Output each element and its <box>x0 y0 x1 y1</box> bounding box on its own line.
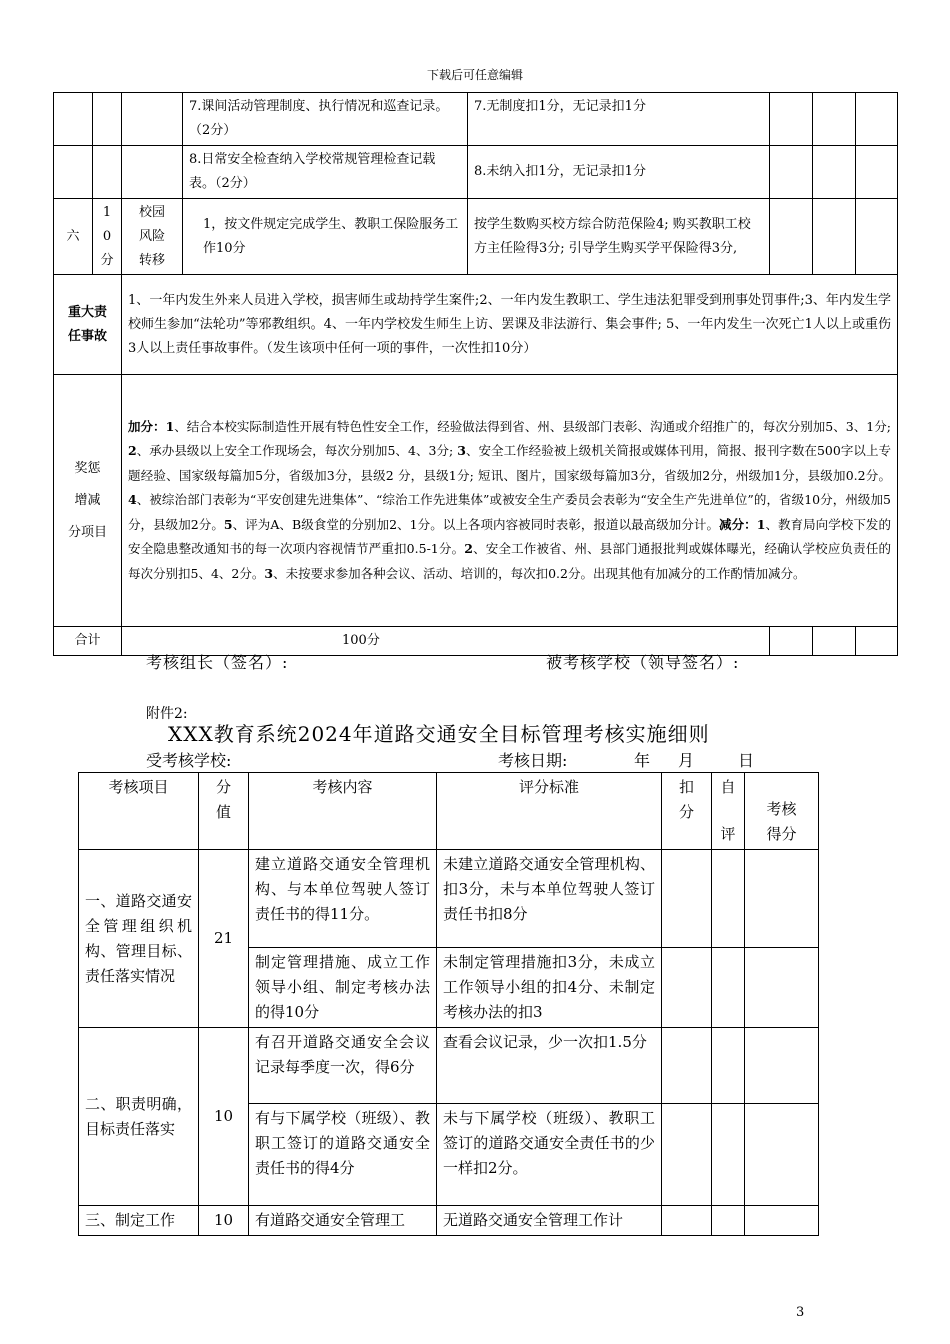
blank-cell <box>856 627 898 656</box>
row7-content: 7.课间活动管理制度、执行情况和巡查记录。（2分） <box>183 93 468 146</box>
row3-score: 10 <box>199 1206 249 1236</box>
blank-cell <box>662 1028 712 1104</box>
bonus-text <box>122 375 898 627</box>
header-result-2: 得分 <box>766 825 797 843</box>
blank-cell <box>662 1104 712 1206</box>
add-3: 、安全工作经验被上级机关简报或媒体刊用，简报、报刊字数在500字以上专题经验、国家级每篇加5分，省级加3分，县级2 分，县级1分; 短讯、图片，国家级每篇加3分，省级加2分，州级加1分，县级加0.2分。 <box>128 443 891 483</box>
row1-content-b: 制定管理措施、成立工作领导小组、制定考核办法的得10分 <box>249 948 437 1028</box>
section6-score-2: 0 <box>102 228 112 244</box>
blank-cell <box>712 948 745 1028</box>
row2-standard-a: 查看会议记录，少一次扣1.5分 <box>437 1028 662 1104</box>
blank-cell <box>770 627 813 656</box>
blank-cell <box>745 850 819 948</box>
blank-cell <box>856 146 898 199</box>
add-2: 、承办县级以上安全工作现场会，每次分别加5、4、3分; <box>136 443 454 459</box>
sub-1: 、教育局向学校下发的安全隐患整改通知书的每一次项内容视情节严重扣0.5-1分。 <box>128 516 891 557</box>
blank-cell <box>122 93 183 146</box>
blank-cell <box>745 1206 819 1236</box>
row2-content-b: 有与下属学校（班级）、教职工签订的道路交通安全责任书的得4分 <box>249 1104 437 1206</box>
date-month: 月 <box>678 751 695 770</box>
row8-standard: 8.未纳入扣1分，无记录扣1分 <box>468 146 770 199</box>
add-1-num: 1 <box>165 418 175 434</box>
road-safety-assessment-table <box>78 772 819 1236</box>
add-4-num: 4 <box>128 492 137 508</box>
major-accident-text: 1、一年内发生外来人员进入学校，损害师生或劫持学生案件;2、一年内发生教职工、学生违法犯罪受到刑事处罚事件;3、年内发生学校师生参加“法轮功”等邪教组织。4、一年内学校发生师生上访、罢课及非法游行、集会事件; 5、一年内发生一次死亡1人以上或重伤3人以上责任事故事件。（发生该项中任何一项的事件，一次性扣10分） <box>122 275 898 375</box>
bonus-label <box>54 375 122 627</box>
blank-cell <box>770 199 813 275</box>
row3-item: 三、制定工作 <box>79 1206 199 1236</box>
sub-1-num: 1 <box>756 516 766 532</box>
section6-item-2: 风险 <box>138 228 165 244</box>
add-1: 、结合本校实际制造性开展有特色性安全工作，经验做法得到省、州、县级部门表彰、沟通或介绍推广的，每次分别加5、3、1分; <box>174 418 891 434</box>
blank-cell <box>856 199 898 275</box>
section6-number: 六 <box>54 199 93 275</box>
blank-cell <box>662 850 712 948</box>
bonus-label-1: 奖惩 <box>74 460 101 476</box>
header-score-1: 分 <box>215 778 231 796</box>
major-accident-label-1: 重大责 <box>67 304 107 320</box>
header-standard: 评分标准 <box>437 773 662 850</box>
row1-standard-b: 未制定管理措施扣3分，未成立工作领导小组的扣4分、未制定考核办法的扣3 <box>437 948 662 1028</box>
row7-standard: 7.无制度扣1分，无记录扣1分 <box>468 93 770 146</box>
header-deduct-2: 分 <box>678 803 694 821</box>
blank-cell <box>93 146 122 199</box>
total-value: 100分 <box>122 627 770 656</box>
header-self-1: 自 <box>720 778 736 796</box>
header-note: 下载后可任意编辑 <box>426 68 523 82</box>
blank-cell <box>662 1206 712 1236</box>
sub-3-num: 3 <box>264 565 274 581</box>
section6-score <box>93 199 122 275</box>
blank-cell <box>745 948 819 1028</box>
blank-cell <box>813 199 856 275</box>
date-label: 考核日期: <box>498 751 568 770</box>
add-title: 加分： <box>128 418 166 434</box>
blank-cell <box>122 146 183 199</box>
major-accident-label <box>54 275 122 375</box>
section6-content: 1，按文件规定完成学生、教职工保险服务工作10分 <box>183 199 468 275</box>
sub-2-num: 2 <box>464 541 473 557</box>
row1-item: 一、道路交通安全管理组织机构、管理目标、责任落实情况 <box>79 850 199 1028</box>
blank-cell <box>770 93 813 146</box>
blank-cell <box>813 627 856 656</box>
blank-cell <box>712 1104 745 1206</box>
section6-item <box>122 199 183 275</box>
blank-cell <box>856 93 898 146</box>
school-signature: 被考核学校（领导签名）: <box>546 653 740 672</box>
blank-cell <box>54 146 93 199</box>
sub-title: 减分： <box>719 516 757 532</box>
row3-standard-a: 无道路交通安全管理工作计 <box>437 1206 662 1236</box>
header-content: 考核内容 <box>249 773 437 850</box>
page-title: XXX教育系统2024年道路交通安全目标管理考核实施细则 <box>168 722 710 746</box>
attachment-label: 附件2: <box>146 706 188 722</box>
blank-cell <box>662 948 712 1028</box>
add-2-num: 2 <box>128 443 137 459</box>
row1-content-a: 建立道路交通安全管理机构、与本单位驾驶人签订责任书的得11分。 <box>249 850 437 948</box>
bonus-label-3: 分项目 <box>67 524 107 540</box>
header-score-2: 值 <box>215 803 231 821</box>
blank-cell <box>93 93 122 146</box>
header-result-1: 考核 <box>766 800 797 818</box>
date-day: 日 <box>738 751 755 770</box>
row1-standard-a: 未建立道路交通安全管理机构、扣3分，未与本单位驾驶人签订责任书扣8分 <box>437 850 662 948</box>
header-self-2: 评 <box>720 825 736 843</box>
section6-standard: 按学生数购买校方综合防范保险4; 购买教职工校方主任险得3分; 引导学生购买学平保险得3分, <box>468 199 770 275</box>
blank-cell <box>745 1028 819 1104</box>
date-year: 年 <box>634 751 651 770</box>
header-score <box>199 773 249 850</box>
add-5: 、评为A、B级食堂的分别加2、1分。以上各项内容被同时表彰，报道以最高级加分计。 <box>232 516 720 532</box>
blank-cell <box>54 93 93 146</box>
row2-content-a: 有召开道路交通安全会议记录每季度一次，得6分 <box>249 1028 437 1104</box>
total-label: 合计 <box>54 627 122 656</box>
blank-cell <box>813 93 856 146</box>
row1-score: 21 <box>199 850 249 1028</box>
safety-assessment-table-continued <box>53 92 898 656</box>
row2-score: 10 <box>199 1028 249 1206</box>
blank-cell <box>745 1104 819 1206</box>
add-3-num: 3 <box>457 443 466 459</box>
sub-2: 、安全工作被省、州、县部门通报批判或媒体曝光，经确认学校应负责任的每次分别扣5、4、2分。 <box>128 541 891 581</box>
row8-content: 8.日常安全检查纳入学校常规管理检查记载表。（2分） <box>183 146 468 199</box>
header-self <box>712 773 745 850</box>
section6-score-1: 1 <box>102 204 112 220</box>
header-result <box>745 773 819 850</box>
header-deduct-1: 扣 <box>678 778 694 796</box>
bonus-label-2: 增减 <box>74 492 101 508</box>
major-accident-label-2: 任事故 <box>67 328 107 344</box>
header-deduct <box>662 773 712 850</box>
section6-item-3: 转移 <box>138 252 165 268</box>
section6-score-3: 分 <box>100 252 114 268</box>
row3-content-a: 有道路交通安全管理工 <box>249 1206 437 1236</box>
blank-cell <box>712 850 745 948</box>
page-number: 3 <box>796 1305 805 1320</box>
row2-standard-b: 未与下属学校（班级）、教职工签订的道路交通安全责任书的少一样扣2分。 <box>437 1104 662 1206</box>
header-item: 考核项目 <box>79 773 199 850</box>
blank-cell <box>712 1028 745 1104</box>
add-5-num: 5 <box>223 516 233 532</box>
blank-cell <box>813 146 856 199</box>
add-4: 、被综治部门表彰为“平安创建先进集体”、“综治工作先进集体”或被安全生产委员会表彰为“安全生产先进单位”的，省级10分，州级加5分，县级加2分。 <box>128 492 891 532</box>
row2-item: 二、职责明确，目标责任落实 <box>79 1028 199 1206</box>
leader-signature: 考核组长（签名）: <box>146 653 289 672</box>
section6-item-1: 校园 <box>138 204 165 220</box>
sub-3: 、未按要求参加各种会议、活动、培训的，每次扣0.2分。出现其他有加减分的工作酌情加减分。 <box>273 565 806 581</box>
school-label: 受考核学校: <box>146 751 232 770</box>
blank-cell <box>770 146 813 199</box>
blank-cell <box>712 1206 745 1236</box>
